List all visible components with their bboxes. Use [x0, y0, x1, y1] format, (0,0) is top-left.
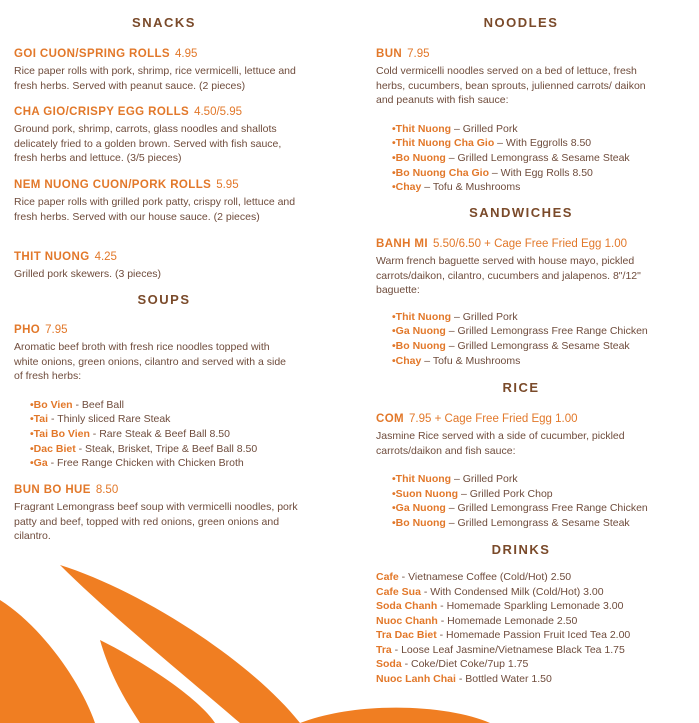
item-name: BANH MI: [376, 238, 428, 250]
drink-item: Tra - Loose Leaf Jasmine/Vietnamese Black Tea 1.75: [376, 643, 625, 656]
item-name: BUN: [376, 48, 403, 60]
noodles-heading: NOODLES: [483, 15, 559, 30]
option-line: •Thit Nuong – Grilled Pork: [392, 473, 518, 486]
menu-item: [14, 44, 314, 93]
item-price: 7.95: [407, 48, 430, 60]
item-name: PHO: [14, 324, 41, 336]
menu-item: [14, 480, 304, 544]
drink-item: Nuoc Lanh Chai - Bottled Water 1.50: [376, 672, 552, 685]
item-description: Warm french baguette served with house mayo, pickled carrots/daikon, cilantro, cucumbers and jalapenos. 8"/12" baguette:: [376, 255, 641, 297]
drinks-heading: DRINKS: [491, 542, 551, 557]
item-price: 4.25: [94, 251, 117, 263]
option-line: •Ga Nuong – Grilled Lemongrass Free Range Chicken: [392, 502, 648, 515]
option-line: •Suon Nuong – Grilled Pork Chop: [392, 487, 553, 500]
menu-item: [376, 44, 666, 195]
menu-item: [376, 234, 668, 368]
option-line: •Thit Nuong Cha Gio – With Eggrolls 8.50: [392, 137, 592, 150]
menu-item: [14, 320, 296, 471]
menu-item: [376, 409, 666, 531]
menu-item: [14, 175, 306, 224]
item-description: Fragrant Lemongrass beef soup with vermicelli noodles, pork patty and beef, topped with red onions, green onions and cilantro.: [14, 501, 298, 543]
drink-item: Soda - Coke/Diet Coke/7up 1.75: [376, 658, 529, 670]
item-description: Rice paper rolls with pork, shrimp, rice vermicelli, lettuce and fresh herbs. Served with peanut sauce. (2 pieces): [14, 65, 296, 92]
option-line: •Tai - Thinly sliced Rare Steak: [30, 413, 171, 426]
item-description: Aromatic beef broth with fresh rice noodles topped with white onions, green onions, cilantro and served with a side of fresh herbs:: [14, 341, 286, 383]
option-line: •Bo Nuong – Grilled Lemongrass & Sesame Steak: [392, 151, 630, 164]
option-line: •Ga Nuong – Grilled Lemongrass Free Range Chicken: [392, 325, 648, 338]
sandwiches-heading: SANDWICHES: [469, 205, 573, 220]
option-line: •Bo Nuong – Grilled Lemongrass & Sesame Steak: [392, 339, 630, 352]
item-description: Ground pork, shrimp, carrots, glass noodles and shallots delicately fried to a golden brown. Served with fish sauce, fresh herbs and lettuce. (3/5 pieces): [14, 123, 282, 165]
drink-item: Cafe - Vietnamese Coffee (Cold/Hot) 2.50: [376, 571, 572, 583]
item-name: COM: [376, 413, 405, 425]
item-description: Grilled pork skewers. (3 pieces): [14, 268, 162, 280]
option-line: •Chay – Tofu & Mushrooms: [392, 181, 521, 194]
item-price: 5.95: [216, 179, 239, 191]
option-line: •Thit Nuong – Grilled Pork: [392, 122, 518, 135]
item-name: THIT NUONG: [14, 251, 90, 263]
item-price: 7.95 + Cage Free Fried Egg 1.00: [409, 413, 578, 425]
option-line: •Ga - Free Range Chicken with Chicken Broth: [30, 457, 244, 470]
rice-heading: RICE: [502, 380, 540, 395]
item-name: NEM NUONG CUON/PORK ROLLS: [14, 179, 212, 191]
drink-item: Tra Dac Biet - Homemade Passion Fruit Iced Tea 2.00: [376, 629, 631, 641]
item-price: 4.50/5.95: [194, 106, 243, 118]
item-description: Jasmine Rice served with a side of cucumber, pickled carrots/daikon and fish sauce:: [376, 430, 625, 457]
item-description: Cold vermicelli noodles served on a bed of lettuce, fresh herbs, cucumbers, bean sprouts, julienned carrots/ daikon and peanuts with fish sauce:: [376, 65, 646, 107]
option-line: •Bo Nuong Cha Gio – With Egg Rolls 8.50: [392, 166, 593, 179]
item-description: Rice paper rolls with grilled pork patty, crispy roll, lettuce and fresh herbs. Served with our house sauce. (2 pieces): [14, 196, 296, 223]
drink-item: Soda Chanh - Homemade Sparkling Lemonade 3.00: [376, 600, 624, 612]
snacks-heading: SNACKS: [132, 15, 196, 30]
option-line: •Bo Nuong – Grilled Lemongrass & Sesame Steak: [392, 516, 630, 529]
option-line: •Dac Biet - Steak, Brisket, Tripe & Beef Ball 8.50: [30, 442, 258, 455]
item-name: CHA GIO/CRISPY EGG ROLLS: [14, 106, 190, 118]
soups-heading: SOUPS: [137, 292, 191, 307]
drinks-list: [376, 570, 676, 686]
option-line: •Tai Bo Vien - Rare Steak & Beef Ball 8.50: [30, 427, 230, 440]
option-line: •Chay – Tofu & Mushrooms: [392, 354, 521, 367]
item-price: 7.95: [45, 324, 68, 336]
item-price: 8.50: [95, 484, 119, 496]
menu-item: [14, 247, 314, 282]
option-line: •Thit Nuong – Grilled Pork: [392, 310, 518, 323]
drink-item: Nuoc Chanh - Homemade Lemonade 2.50: [376, 614, 578, 627]
item-price: 4.95: [175, 48, 198, 60]
item-name: GOI CUON/SPRING ROLLS: [14, 48, 170, 60]
item-price: 5.50/6.50 + Cage Free Fried Egg 1.00: [433, 238, 628, 250]
option-line: •Bo Vien - Beef Ball: [30, 398, 124, 411]
drink-item: Cafe Sua - With Condensed Milk (Cold/Hot) 3.00: [376, 585, 604, 598]
menu-item: [14, 102, 302, 166]
item-name: BUN BO HUE: [14, 484, 91, 496]
